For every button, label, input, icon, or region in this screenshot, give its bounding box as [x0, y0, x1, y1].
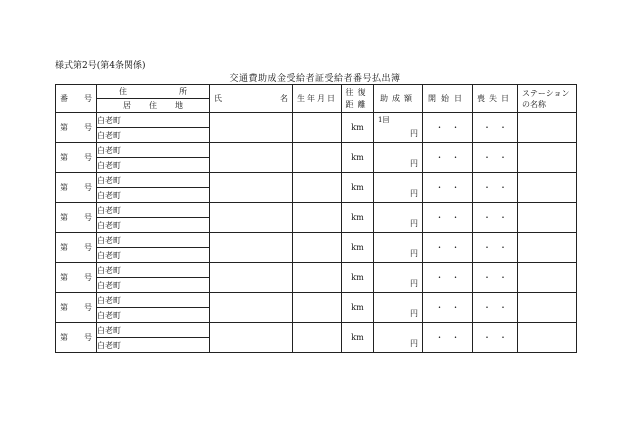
row-residence: 白老町 [97, 308, 210, 323]
row-number: 第 号 [56, 113, 97, 143]
table-row [56, 293, 577, 308]
header-number: 番 号 [56, 85, 97, 113]
row-birth-date [293, 143, 342, 173]
row-birth-date [293, 263, 342, 293]
row-address: 白老町 [97, 143, 210, 158]
row-number: 第 号 [56, 323, 97, 353]
row-loss-date: ・ ・ [473, 143, 518, 173]
row-residence: 白老町 [97, 278, 210, 293]
row-address: 白老町 [97, 113, 210, 128]
row-station-name [518, 293, 577, 323]
row-loss-date: ・ ・ [473, 113, 518, 143]
row-address: 白老町 [97, 203, 210, 218]
row-loss-date: ・ ・ [473, 323, 518, 353]
row-number: 第 号 [56, 173, 97, 203]
row-name [210, 203, 293, 233]
header-loss-date: 喪失日 [473, 85, 518, 113]
row-station-name [518, 113, 577, 143]
row-subsidy-amount: 円 [374, 203, 423, 233]
row-residence: 白老町 [97, 128, 210, 143]
row-address: 白老町 [97, 173, 210, 188]
row-address: 白老町 [97, 323, 210, 338]
row-birth-date [293, 203, 342, 233]
row-birth-date [293, 323, 342, 353]
row-birth-date [293, 293, 342, 323]
row-station-name [518, 233, 577, 263]
row-loss-date: ・ ・ [473, 293, 518, 323]
header-station-name: ステーションの名称 [518, 85, 577, 113]
row-subsidy-amount: 円 [374, 143, 423, 173]
row-name [210, 323, 293, 353]
table-row [56, 173, 577, 188]
table-row [56, 113, 577, 128]
header-round-trip-distance: 往復 距離 [342, 85, 374, 113]
row-distance-unit: km [342, 293, 374, 323]
row-distance-unit: km [342, 203, 374, 233]
row-loss-date: ・ ・ [473, 233, 518, 263]
row-number: 第 号 [56, 263, 97, 293]
row-residence: 白老町 [97, 218, 210, 233]
row-subsidy-amount: 円 [374, 293, 423, 323]
row-start-date: ・ ・ [423, 323, 473, 353]
row-start-date: ・ ・ [423, 143, 473, 173]
row-subsidy-amount: 円 [374, 173, 423, 203]
row-name [210, 293, 293, 323]
row-distance-unit: km [342, 323, 374, 353]
form-number-label: 様式第2号(第4条関係) [55, 61, 146, 71]
row-start-date: ・ ・ [423, 293, 473, 323]
row-distance-unit: km [342, 143, 374, 173]
table-row [56, 263, 577, 278]
row-start-date: ・ ・ [423, 173, 473, 203]
header-subsidy-amount: 助成額 [374, 85, 423, 113]
header-residence: 居 住 地 [97, 99, 210, 113]
row-station-name [518, 203, 577, 233]
row-birth-date [293, 113, 342, 143]
row-distance-unit: km [342, 113, 374, 143]
row-address: 白老町 [97, 233, 210, 248]
row-start-date: ・ ・ [423, 203, 473, 233]
table-row [56, 323, 577, 338]
row-start-date: ・ ・ [423, 233, 473, 263]
table-row [56, 233, 577, 248]
row-distance-unit: km [342, 173, 374, 203]
document-title: 交通費助成金受給者証受給者番号払出簿 [229, 74, 401, 84]
row-number: 第 号 [56, 293, 97, 323]
row-name [210, 173, 293, 203]
header-address: 住 所 [97, 85, 210, 99]
row-loss-date: ・ ・ [473, 203, 518, 233]
row-station-name [518, 263, 577, 293]
row-station-name [518, 173, 577, 203]
row-subsidy-amount: 円 [374, 263, 423, 293]
row-residence: 白老町 [97, 248, 210, 263]
header-birth-date: 生年月日 [293, 85, 342, 113]
table-row [56, 143, 577, 158]
row-name [210, 143, 293, 173]
row-loss-date: ・ ・ [473, 173, 518, 203]
row-start-date: ・ ・ [423, 263, 473, 293]
row-name [210, 263, 293, 293]
register-table [55, 84, 577, 353]
row-subsidy-amount: 1回 円 [374, 113, 423, 143]
row-subsidy-amount: 円 [374, 323, 423, 353]
row-number: 第 号 [56, 233, 97, 263]
row-distance-unit: km [342, 233, 374, 263]
row-loss-date: ・ ・ [473, 263, 518, 293]
row-distance-unit: km [342, 263, 374, 293]
row-subsidy-amount: 円 [374, 233, 423, 263]
row-residence: 白老町 [97, 338, 210, 353]
row-station-name [518, 323, 577, 353]
row-number: 第 号 [56, 203, 97, 233]
header-start-date: 開始日 [423, 85, 473, 113]
row-birth-date [293, 233, 342, 263]
row-name [210, 113, 293, 143]
row-address: 白老町 [97, 263, 210, 278]
row-number: 第 号 [56, 143, 97, 173]
row-residence: 白老町 [97, 188, 210, 203]
row-start-date: ・ ・ [423, 113, 473, 143]
row-birth-date [293, 173, 342, 203]
row-residence: 白老町 [97, 158, 210, 173]
header-name: 氏 名 [210, 85, 293, 113]
row-address: 白老町 [97, 293, 210, 308]
row-station-name [518, 143, 577, 173]
row-name [210, 233, 293, 263]
table-row [56, 203, 577, 218]
